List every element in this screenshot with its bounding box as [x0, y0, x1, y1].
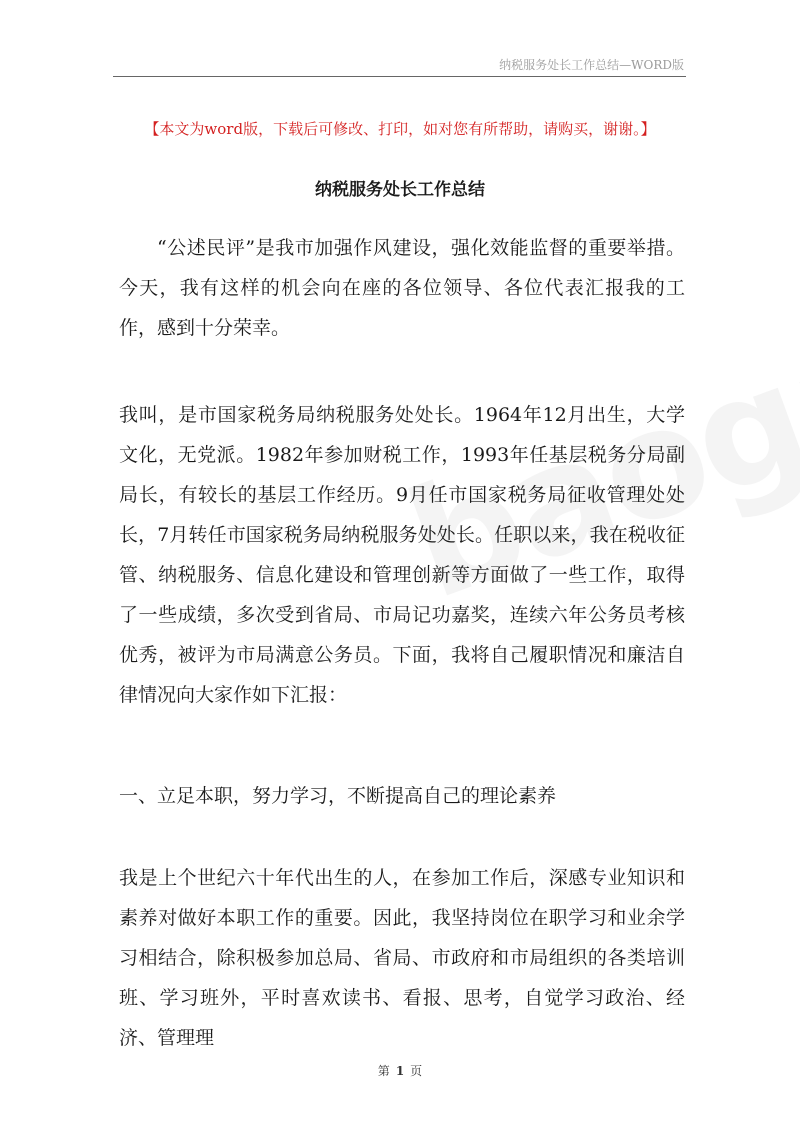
running-header: 纳税服务处长工作总结—WORD版 [499, 58, 684, 72]
footer-suffix: 页 [410, 1064, 423, 1078]
page-footer [0, 1062, 800, 1079]
section-heading-1: 一、立足本职，努力学习，不断提高自己的理论素养 [119, 785, 557, 807]
purchase-notice: 【本文为word版，下载后可修改、打印，如对您有所帮助，请购买，谢谢。】 [144, 120, 656, 138]
page-number: 1 [395, 1064, 405, 1078]
footer-prefix: 第 [377, 1064, 390, 1078]
paragraph-intro: “公述民评”是我市加强作风建设，强化效能监督的重要举措。今天，我有这样的机会向在座的各位领导、各位代表汇报我的工作，感到十分荣幸。 [119, 237, 685, 339]
paragraph-background: 我叫，是市国家税务局纳税服务处处长。1964年12月出生，大学文化，无党派。1982年参加财税工作，1993年任基层税务分局副局长，有较长的基层工作经历。9月任市国家税务局征收管理处处长，7月转任市国家税务局纳税服务处处长。任职以来，我在税收征管、纳税服务、信息化建设和管理创新等方面做了一些工作，取得了一些成绩，多次受到省局、市局记功嘉奖，连续六年公务员考核优秀，被评为市局满意公务员。下面，我将自己履职情况和廉洁自律情况向大家作如下汇报： [119, 404, 685, 706]
document-title: 纳税服务处长工作总结 [315, 180, 485, 200]
paragraph-study: 我是上个世纪六十年代出生的人，在参加工作后，深感专业知识和素养对做好本职工作的重要。因此，我坚持岗位在职学习和业余学习相结合，除积极参加总局、省局、市政府和市局组织的各类培训班、学习班外，平时喜欢读书、看报、思考，自觉学习政治、经济、管理理 [119, 867, 685, 1049]
header-divider [113, 76, 686, 77]
